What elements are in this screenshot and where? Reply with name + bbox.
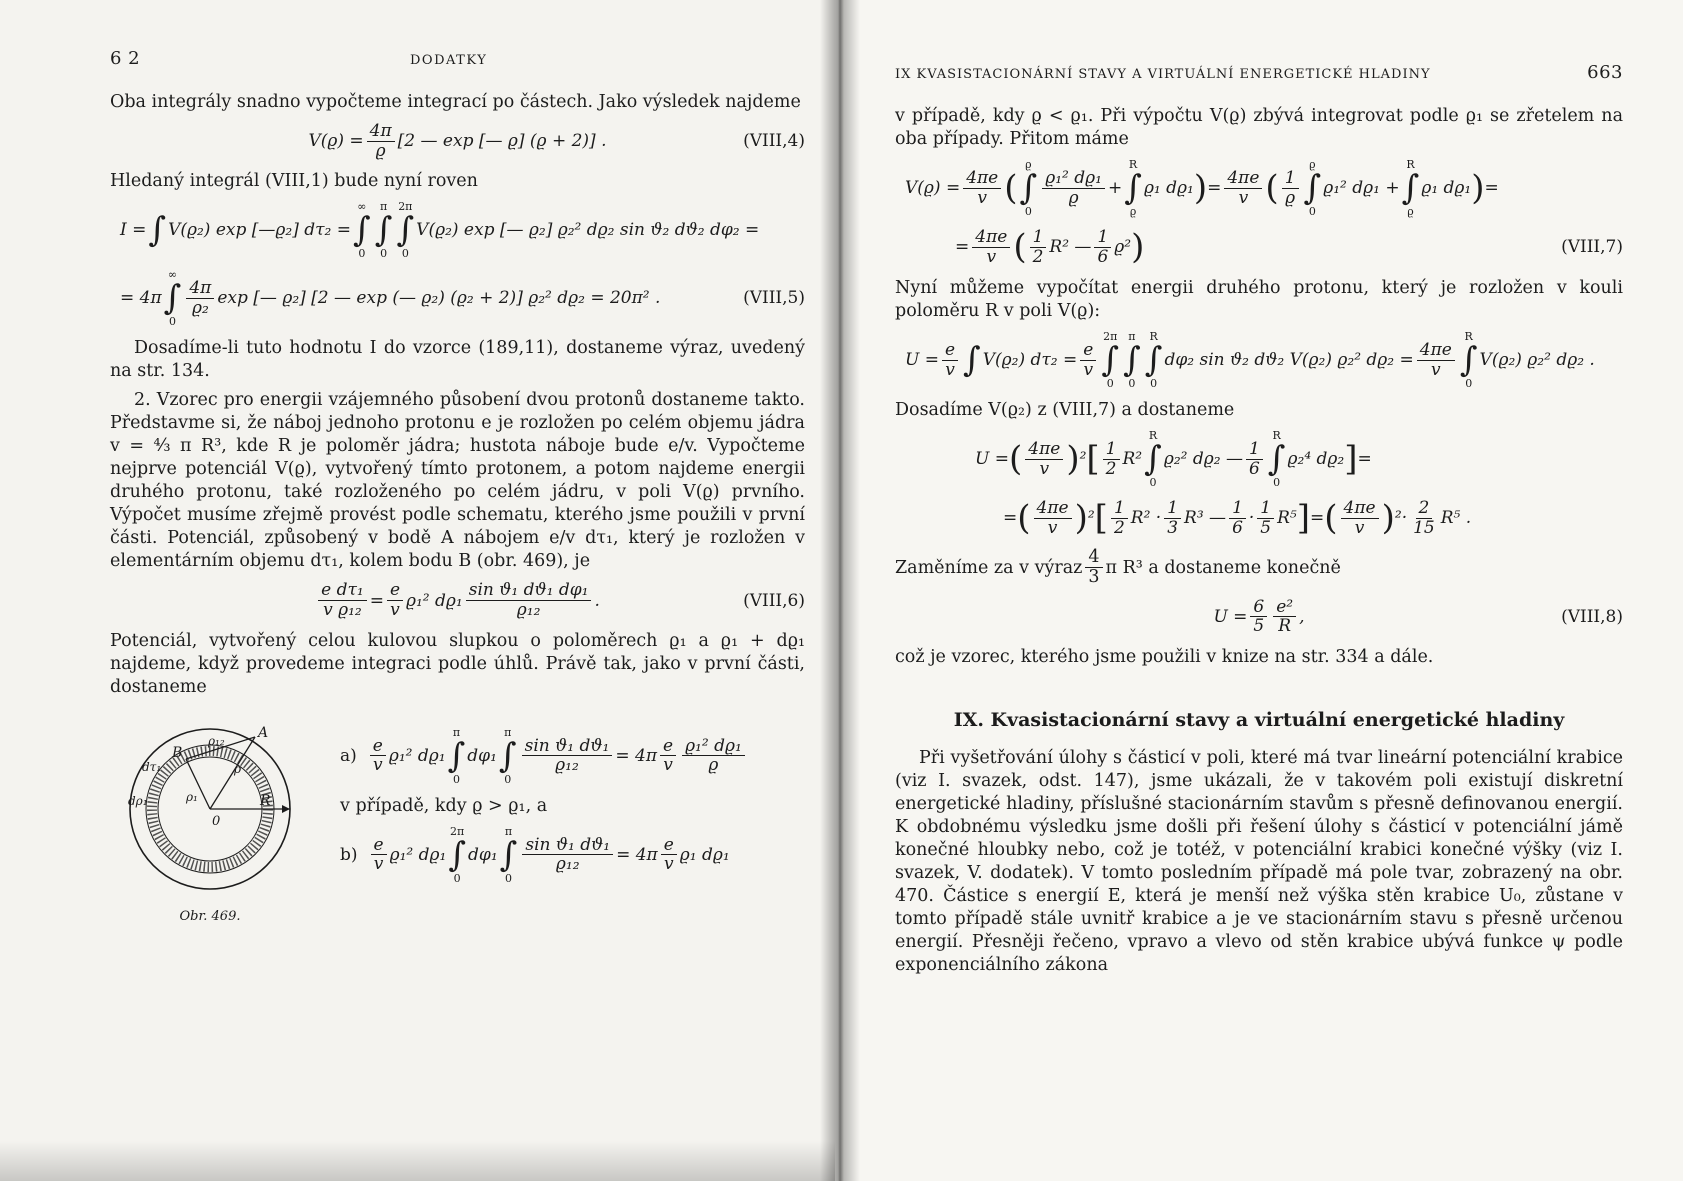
lim-lower: 0 xyxy=(358,247,366,261)
eq-U3-t4: R⁵ xyxy=(1277,508,1297,528)
right-paragraph-1: v případě, kdy ϱ < ϱ₁. Při výpočtu V(ϱ) zbývá integrovat podle ϱ₁ se zřetelem na oba případy. Přitom máme xyxy=(895,106,1623,149)
left-paragraph-3: Dosadíme-li tuto hodnotu I do vzorce (189,11), dostaneme výraz, uvedený na str. 134. xyxy=(110,338,805,382)
eq-b-frac-e-den: v xyxy=(373,854,384,875)
integral-sign: π ∫ 0 xyxy=(374,200,393,261)
integral-sign: ϱ ∫ 0 xyxy=(1019,158,1038,218)
eq-b-rfrac xyxy=(661,836,677,874)
eq-viii8-f1 xyxy=(1250,598,1267,636)
eq-viii4-fraction xyxy=(367,122,395,160)
case-a-text: v případě, kdy ϱ > ϱ₁, a xyxy=(340,795,548,816)
eq-viii7b-f1 xyxy=(972,228,1010,266)
eq-U3-f1 xyxy=(1034,499,1072,537)
eq-U2-f1-den: v xyxy=(1039,458,1050,479)
eq-a-rfrac-num: ϱ₁² dϱ₁ xyxy=(682,737,745,757)
eq-viii7a-f3 xyxy=(1224,169,1262,207)
eq-viii8-f1-num: 6 xyxy=(1250,598,1267,618)
equation-viii-6 xyxy=(110,581,805,619)
right-running-head xyxy=(895,62,1623,83)
lim-upper: 2π xyxy=(1103,330,1118,343)
lim-lower: 0 xyxy=(505,871,512,885)
eq-a-frac-num: sin ϑ₁ dϑ₁ xyxy=(522,737,613,757)
eq-b-rfrac-num: e xyxy=(661,836,677,856)
eq-viii6-eq: = xyxy=(369,590,384,611)
eq-viii5b-num: 4π xyxy=(186,279,214,299)
eq-U3-f7 xyxy=(1410,499,1438,537)
lim-lower: 0 xyxy=(452,772,460,786)
lim-lower: 0 xyxy=(1150,377,1158,390)
eq-a-eq: = 4π xyxy=(615,745,657,766)
eq-U2-f2 xyxy=(1103,440,1120,478)
eq-viii8-f2-num: e² xyxy=(1273,598,1296,618)
eq-viii6-frac2-den: v xyxy=(390,600,400,621)
eq-viii5b-rhs: exp [— ϱ₂] [2 — exp (— ϱ₂) (ϱ₂ + 2)] ϱ₂² dϱ₂ = 20π² . xyxy=(217,288,661,309)
eq-b-label: b) xyxy=(340,844,358,865)
eq-viii5b-lhs: = 4π xyxy=(120,288,162,309)
eq-viii5-number: (VIII,5) xyxy=(743,288,805,309)
eq-viii5a-rhs: V(ϱ₂) exp [— ϱ₂] ϱ₂² dϱ₂ sin ϑ₂ dϑ₂ dφ₂ = xyxy=(416,220,760,241)
eq-viii4-num: 4π xyxy=(367,122,395,142)
eq-U1-f1 xyxy=(942,341,958,379)
eq-U3-t5: · xyxy=(1401,508,1408,528)
eq-U1-f1-den: v xyxy=(945,359,955,380)
eq-viii6-number: (VIII,6) xyxy=(743,590,805,611)
eq-viii7b-end: ϱ² xyxy=(1114,237,1132,257)
lim-upper: π xyxy=(379,200,388,214)
equation-viii-7a xyxy=(895,159,1623,217)
right-paragraph-2: Nyní můžeme vypočítat energii druhého protonu, který je rozložen v kouli poloměru R v poli V(ϱ): xyxy=(895,278,1623,321)
eq-viii7b-mid: R² — xyxy=(1049,237,1092,257)
right-paragraph-5: což je vzorec, kterého jsme použili v knize na str. 334 a dále. xyxy=(895,646,1434,667)
integral-sign: π ∫ 0 xyxy=(1123,330,1141,390)
paren-close: ) xyxy=(1381,498,1395,538)
eq-viii8-end: , xyxy=(1299,606,1305,627)
integral-sign: 2π ∫ 0 xyxy=(396,200,415,261)
eq-b-frac-e xyxy=(371,836,387,874)
eq-U3-f3-num: 1 xyxy=(1164,499,1181,519)
eq-U1-f2-num: e xyxy=(1080,341,1096,361)
fig-label-R: R xyxy=(260,792,271,809)
eq-viii8-lhs: U = xyxy=(1213,606,1248,627)
eq-viii7b-f1-den: v xyxy=(986,246,997,267)
eq-viii7b-f3-den: 6 xyxy=(1097,246,1109,267)
eq-viii7a-t2: ϱ₁ dϱ₁ xyxy=(1143,178,1194,198)
paren-close: ) xyxy=(1193,168,1208,208)
eq-U3-eq: = xyxy=(1310,508,1325,528)
eq-U3-f2-num: 1 xyxy=(1111,499,1128,519)
eq-a-label: a) xyxy=(340,745,357,766)
eq-b-end: ϱ₁ dϱ₁ xyxy=(679,844,730,865)
lim-upper: π xyxy=(504,824,513,838)
p4-frac xyxy=(1085,548,1102,588)
integral-sign: R ∫ ϱ xyxy=(1401,158,1420,218)
eq-viii4-number: (VIII,4) xyxy=(743,131,805,152)
equation-viii-4 xyxy=(110,122,805,160)
integral-sign: ∞ ∫ 0 xyxy=(163,268,182,329)
lim-upper: π xyxy=(452,725,461,739)
lim-lower: 0 xyxy=(1308,205,1316,218)
integral-sign: R ∫ 0 xyxy=(1267,429,1286,489)
eq-a-rfrac-e-num: e xyxy=(660,737,676,757)
eq-U2-t1: R² xyxy=(1122,449,1143,469)
eq-U3-f2 xyxy=(1111,499,1128,537)
eq-U3-t2: R³ — xyxy=(1184,508,1227,528)
eq-U3-f3 xyxy=(1164,499,1181,537)
eq-viii6-frac1-num: e dτ₁ xyxy=(318,581,367,601)
eq-U2-end: = xyxy=(1357,449,1372,469)
eq-U3-f7-den: 15 xyxy=(1413,517,1435,538)
integral-sign: R ∫ ϱ xyxy=(1124,158,1142,218)
eq-viii6-frac3-num: sin ϑ₁ dϑ₁ dφ₁ xyxy=(466,581,592,601)
fig-label-O: 0 xyxy=(212,813,221,829)
eq-viii8-f2 xyxy=(1273,598,1296,636)
lim-upper: R xyxy=(1128,158,1138,171)
eq-U1-lhs: U = xyxy=(905,350,939,370)
eq-b-frac-den: ϱ₁₂ xyxy=(555,854,580,875)
eq-viii7b-f2 xyxy=(1030,228,1047,266)
lim-upper: ϱ xyxy=(1309,158,1316,171)
eq-U3-t3: · xyxy=(1248,508,1255,528)
bracket-open: [ xyxy=(1094,498,1108,538)
eq-viii7a-f2-num: ϱ₁² dϱ₁ xyxy=(1042,169,1105,189)
left-paragraph-1: Oba integrály snadno vypočteme integrací po částech. Jako výsledek najdeme xyxy=(110,92,801,112)
eq-a-rfrac-e xyxy=(660,737,676,775)
lim-upper: 2π xyxy=(450,824,465,838)
eq-U3-f5-num: 1 xyxy=(1257,499,1274,519)
paren-close: ) xyxy=(1074,498,1088,538)
eq-a-frac-e xyxy=(370,737,386,775)
eq-U2-f2-den: 2 xyxy=(1105,458,1117,479)
lim-lower: 0 xyxy=(504,772,512,786)
eq-U3-f1-den: v xyxy=(1047,517,1058,538)
lim-upper: R xyxy=(1149,330,1158,343)
fig-label-B: B xyxy=(172,744,183,761)
eq-b-frac-num: sin ϑ₁ dϑ₁ xyxy=(522,836,613,856)
left-running-title: DODATKY xyxy=(410,53,488,68)
sphere-diagram-icon xyxy=(120,719,300,899)
eq-U1-f2-den: v xyxy=(1083,359,1094,380)
eq-U3-f2-den: 2 xyxy=(1113,517,1125,538)
eq-U3-lhs: = xyxy=(1003,508,1018,528)
p4-post: π R³ a dostaneme konečně xyxy=(1105,557,1341,578)
eq-b-rfrac-den: v xyxy=(663,854,674,875)
lim-lower: 0 xyxy=(1106,377,1114,390)
integral-sign: 2π ∫ 0 xyxy=(448,824,467,885)
eq-viii7a-f3-num: 4πe xyxy=(1224,169,1262,189)
eq-U3-f4 xyxy=(1229,499,1246,537)
integral-sign: R ∫ 0 xyxy=(1459,330,1478,390)
eq-viii7a-f4-den: ϱ xyxy=(1285,187,1296,208)
lim-lower: 0 xyxy=(453,871,461,885)
eq-U3-t1: R² · xyxy=(1130,508,1162,528)
eq-viii5b-fraction xyxy=(186,279,214,317)
integral-sign: ∫ xyxy=(148,210,167,251)
p4-pre: Zaměníme za v výraz xyxy=(895,557,1083,578)
p4-frac-den: 3 xyxy=(1088,567,1100,588)
left-paragraph-2: Hledaný integrál (VIII,1) bude nyní roven xyxy=(110,171,478,192)
eq-a-frac-den: ϱ₁₂ xyxy=(555,755,579,776)
eq-viii7a-f1 xyxy=(963,169,1001,207)
eq-a-rfrac-e-den: v xyxy=(663,755,673,776)
right-paragraph-3: Dosadíme V(ϱ₂) z (VIII,7) a dostaneme xyxy=(895,400,1235,420)
eq-viii7a-f1-num: 4πe xyxy=(963,169,1001,189)
figure-caption: Obr. 469. xyxy=(179,908,241,924)
eq-viii8-f1-den: 5 xyxy=(1253,616,1265,637)
eq-U1-t1: V(ϱ₂) dτ₂ = xyxy=(982,350,1078,370)
eq-viii7b-f1-num: 4πe xyxy=(972,228,1010,248)
right-running-title: IX KVASISTACIONÁRNÍ STAVY A VIRTUÁLNÍ ENERGETICKÉ HLADINY xyxy=(895,67,1431,82)
eq-b-frac-e-num: e xyxy=(371,836,387,856)
p4-frac-num: 4 xyxy=(1085,548,1102,568)
eq-U3-sq2: ² xyxy=(1394,508,1402,528)
eq-viii7a-f4-num: 1 xyxy=(1282,169,1299,189)
eq-a-dphi: dφ₁ xyxy=(467,745,497,766)
eq-viii7b-f2-num: 1 xyxy=(1030,228,1047,248)
equation-viii-5a xyxy=(110,201,805,259)
equation-b xyxy=(340,826,805,884)
eq-viii7a-f4 xyxy=(1282,169,1299,207)
equation-U1 xyxy=(895,331,1623,389)
fig-label-drho: dρ₁ xyxy=(128,793,148,808)
eq-U1-t3: V(ϱ₂) ϱ₂² dϱ₂ . xyxy=(1479,350,1595,370)
fig-label-A: A xyxy=(258,724,269,741)
eq-a-frac xyxy=(522,737,613,775)
eq-viii8-f2-den: R xyxy=(1278,616,1292,637)
equation-U2 xyxy=(895,430,1623,488)
eq-U2-f1-num: 4πe xyxy=(1025,440,1063,460)
eq-viii7a-f2 xyxy=(1042,169,1105,207)
eq-a-frac-e-num: e xyxy=(370,737,386,757)
paren-close: ) xyxy=(1131,227,1145,267)
paren-close: ) xyxy=(1066,439,1080,479)
eq-b-eq: = 4π xyxy=(616,844,658,865)
eq-U1-f3-num: 4πe xyxy=(1417,341,1455,361)
eq-U3-f7-num: 2 xyxy=(1416,499,1433,519)
left-page-number: 6 2 xyxy=(110,48,141,69)
eq-a-rfrac-den: ϱ xyxy=(708,755,719,776)
left-paragraph-5: Potenciál, vytvořený celou kulovou slupkou o poloměrech ϱ₁ a ϱ₁ + dϱ₁ najdeme, když provedeme integraci podle úhlů. Právě tak, jako v první části, dostaneme xyxy=(110,630,805,697)
eq-a-rfrac xyxy=(682,737,745,775)
eq-viii7a-t4: ϱ₁ dϱ₁ xyxy=(1421,178,1472,198)
right-page-number: 663 xyxy=(1587,62,1623,83)
paren-open: ( xyxy=(1013,227,1027,267)
figure-469 xyxy=(110,719,310,924)
eq-viii7b-lhs: = xyxy=(955,237,970,257)
eq-viii4-den: ϱ xyxy=(375,140,386,161)
eq-viii6-frac3-den: ϱ₁₂ xyxy=(516,600,541,621)
eq-U1-t2: dφ₂ sin ϑ₂ dϑ₂ V(ϱ₂) ϱ₂² dϱ₂ = xyxy=(1164,350,1414,370)
lim-upper: ∞ xyxy=(167,268,178,282)
bracket-open: [ xyxy=(1086,439,1100,479)
lim-lower: 0 xyxy=(401,247,409,261)
integral-sign: 2π ∫ 0 xyxy=(1101,330,1120,390)
right-paragraph-6: Při vyšetřování úlohy s částicí v poli, které má tvar lineární potenciální krabice (viz I. svazek, odst. 147), jsme ukázali, že v takovém poli existují diskretní energetické hladiny, příslušné stacionárním stavům s přesně definovanou energií. K obdobnému výsledku jsme došli při řešení úlohy s částicí v potenciální jámě konečné hloubky nebo, což je totéž, v potenciální krabici konečné výšky (viz I. svazek, V. dodatek). V tomto posledním případě má pole tvar, zobrazený na obr. 470. Částice s energií E, která je menší než výška stěn krabice U₀, zůstane v tomto případě stále uvnitř krabice a je ve stacionárním stavu s přesně určenou energií. Přesněji řečeno, vpravo a vlevo od stěn krabice ubývá funkce ψ podle exponenciálního zákona xyxy=(895,747,1623,975)
eq-viii6-frac2 xyxy=(387,581,403,619)
eq-U2-f3 xyxy=(1246,440,1263,478)
lim-lower: ϱ xyxy=(1129,205,1137,218)
page-bottom-shadow xyxy=(0,1141,835,1181)
eq-viii6-end: . xyxy=(594,590,600,611)
eq-U3-sq: ² xyxy=(1087,508,1095,528)
integral-sign: ϱ ∫ 0 xyxy=(1303,158,1322,218)
eq-viii8-number: (VIII,8) xyxy=(1561,606,1623,627)
eq-viii7a-f2-den: ϱ xyxy=(1068,187,1079,208)
lim-upper: R xyxy=(1148,429,1158,442)
eq-U2-lhs: U = xyxy=(975,449,1009,469)
paren-open: ( xyxy=(1265,168,1279,208)
eq-viii5a-mid: V(ϱ₂) exp [—ϱ₂] dτ₂ = xyxy=(168,220,352,241)
eq-U2-f2-num: 1 xyxy=(1103,440,1120,460)
paren-close: ) xyxy=(1471,168,1485,208)
section-title: IX. Kvasistacionární stavy a virtuální energetické hladiny xyxy=(953,708,1565,731)
fig-label-rho1: ρ₁ xyxy=(186,789,198,804)
eq-U2-t2: ϱ₂² dϱ₂ — xyxy=(1163,449,1243,469)
equation-viii-5b xyxy=(110,269,805,327)
eq-U1-f3 xyxy=(1417,341,1455,379)
eq-viii4-rhs: [2 — exp [— ϱ] (ϱ + 2)] . xyxy=(397,131,607,152)
lim-upper: R xyxy=(1272,429,1281,442)
eq-U3-f3-den: 3 xyxy=(1167,517,1179,538)
eq-viii7b-f2-den: 2 xyxy=(1032,246,1044,267)
eq-viii7b-f3 xyxy=(1094,228,1111,266)
lim-lower: 0 xyxy=(380,247,388,261)
left-page xyxy=(0,0,835,1181)
lim-lower: 0 xyxy=(1149,476,1157,489)
eq-U1-f1-num: e xyxy=(942,341,958,361)
eq-U1-f2 xyxy=(1080,341,1096,379)
eq-viii6-frac2-num: e xyxy=(387,581,403,601)
eq-viii5b-den: ϱ₂ xyxy=(191,297,209,318)
integral-sign: R ∫ 0 xyxy=(1144,429,1162,489)
lim-upper: ϱ xyxy=(1025,158,1032,171)
lim-upper: R xyxy=(1464,330,1473,343)
fig-label-rho: ρ xyxy=(234,761,242,776)
left-running-head xyxy=(110,48,805,69)
eq-viii7a-lhs: V(ϱ) = xyxy=(905,178,961,198)
eq-viii6-frac1-den: v ϱ₁₂ xyxy=(323,600,362,621)
integral-sign: ∫ xyxy=(963,340,981,380)
eq-viii6-mid2: ϱ₁² dϱ₁ xyxy=(406,590,463,611)
lim-lower: 0 xyxy=(1273,476,1281,489)
eq-viii7a-f1-den: v xyxy=(977,187,988,208)
eq-a-frac-e-den: v xyxy=(373,755,383,776)
integral-sign: π ∫ 0 xyxy=(447,725,466,786)
eq-viii7a-t3: ϱ₁² dϱ₁ + xyxy=(1323,178,1400,198)
eq-U2-sq: ² xyxy=(1079,449,1087,469)
bracket-close: ] xyxy=(1296,498,1311,538)
lim-lower: 0 xyxy=(1465,377,1473,390)
lim-lower: 0 xyxy=(1128,377,1136,390)
integral-sign: ∞ ∫ 0 xyxy=(353,200,371,261)
equation-viii-8 xyxy=(895,598,1623,636)
eq-U3-f1-num: 4πe xyxy=(1034,499,1072,519)
eq-viii6-frac1 xyxy=(318,581,367,619)
integral-sign: R ∫ 0 xyxy=(1144,330,1163,390)
eq-U3-f5 xyxy=(1257,499,1274,537)
eq-viii7b-f3-num: 1 xyxy=(1094,228,1111,248)
eq-b-pre: ϱ₁² dϱ₁ xyxy=(389,844,447,865)
fig-label-rho12: ρ₁₂ xyxy=(208,733,225,748)
fig-label-dtau: dτ₁ xyxy=(142,759,162,774)
eq-U3-f6 xyxy=(1341,499,1379,537)
eq-viii7-number: (VIII,7) xyxy=(1561,237,1623,257)
equation-U3 xyxy=(895,498,1623,538)
equation-a xyxy=(340,727,805,785)
paren-open: ( xyxy=(1324,498,1338,538)
eq-U2-f3-num: 1 xyxy=(1246,440,1263,460)
eq-viii4-lhs: V(ϱ) = xyxy=(308,131,364,152)
lim-upper: ∞ xyxy=(357,200,367,214)
figure-equations xyxy=(310,719,805,894)
eq-U3-f4-den: 6 xyxy=(1232,517,1243,538)
figure-row xyxy=(110,719,805,924)
eq-b-dphi: dφ₁ xyxy=(468,844,498,865)
paren-open: ( xyxy=(1008,439,1023,479)
eq-U3-end: R⁵ . xyxy=(1440,508,1472,528)
paren-open: ( xyxy=(1004,168,1018,208)
arrow-R xyxy=(282,805,290,813)
eq-b-frac xyxy=(522,836,613,874)
eq-viii7a-eq: = xyxy=(1207,178,1222,198)
eq-U3-f6-num: 4πe xyxy=(1341,499,1379,519)
eq-U1-f3-den: v xyxy=(1430,359,1441,380)
eq-a-pre: ϱ₁² dϱ₁ xyxy=(388,745,446,766)
bracket-close: ] xyxy=(1344,439,1358,479)
lim-lower: ϱ xyxy=(1407,205,1414,218)
eq-viii7a-plus: + xyxy=(1107,178,1123,198)
eq-viii7a-f3-den: v xyxy=(1238,187,1249,208)
substitution-line xyxy=(895,548,1623,588)
eq-U2-f3-den: 6 xyxy=(1248,458,1260,479)
lim-upper: 2π xyxy=(398,200,413,214)
right-page xyxy=(835,0,1683,1181)
eq-viii7a-end: = xyxy=(1484,178,1499,198)
lim-upper: π xyxy=(1128,330,1136,343)
equation-viii-7b xyxy=(895,227,1623,267)
eq-U3-f4-num: 1 xyxy=(1229,499,1246,519)
left-paragraph-4: 2. Vzorec pro energii vzájemného působení dvou protonů dostaneme takto. Představme si, že náboj jednoho protonu e je rozložen po celém objemu jádra v = ⁴⁄₃ π R³, kde R je poloměr jádra; hustota náboje bude e/v. Vypočteme nejprve potenciál V(ϱ), vytvořený tímto protonem, a potom najdeme energii druhého protonu, také rozloženého po celém jádru, v poli V(ϱ) prvního. Výpočet musíme zřejmě provést podle schematu, kterého jsme použili v první části. Potenciál, způsobený v bodě A nábojem e/v dτ₁, který je rozložen v elementárním objemu dτ₁, kolem bodu B (obr. 469), je xyxy=(110,390,805,572)
eq-U2-t3: ϱ₂⁴ dϱ₂ xyxy=(1287,449,1345,469)
eq-viii5a-lhs: I = xyxy=(120,220,147,241)
lim-upper: π xyxy=(504,725,512,739)
eq-viii6-frac3 xyxy=(466,581,592,619)
eq-U2-f1 xyxy=(1025,440,1063,478)
lim-lower: 0 xyxy=(169,315,176,329)
paren-open: ( xyxy=(1017,498,1031,538)
lim-lower: 0 xyxy=(1024,205,1032,218)
lim-upper: R xyxy=(1406,158,1415,171)
eq-U3-f6-den: v xyxy=(1354,517,1365,538)
eq-U3-f5-den: 5 xyxy=(1260,517,1272,538)
integral-sign: π ∫ 0 xyxy=(498,725,517,786)
integral-sign: π ∫ 0 xyxy=(499,824,518,885)
